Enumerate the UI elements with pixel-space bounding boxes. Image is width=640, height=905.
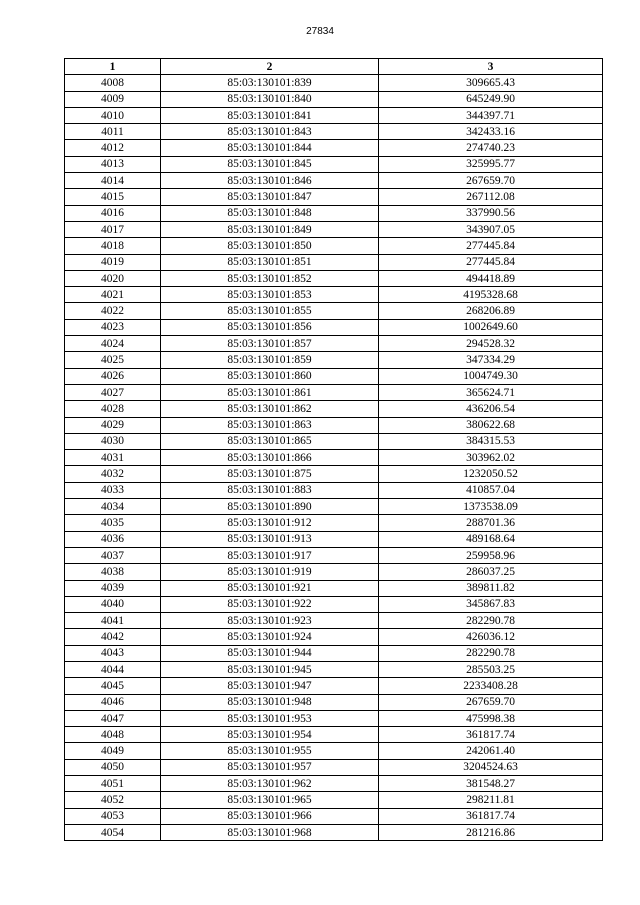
table-row: [65, 336, 603, 352]
table-row: [65, 417, 603, 433]
cadastral-number-cell: 85:03:130101:954: [161, 727, 379, 743]
value-cell: 494418.89: [379, 270, 603, 286]
cadastral-number-cell: 85:03:130101:845: [161, 156, 379, 172]
row-number-cell: 4011: [65, 124, 161, 140]
table-row: [65, 824, 603, 840]
value-cell: 1004749.30: [379, 368, 603, 384]
table-row: [65, 694, 603, 710]
table-row: [65, 678, 603, 694]
row-number-cell: 4053: [65, 808, 161, 824]
table-row: [65, 450, 603, 466]
cadastral-number-cell: 85:03:130101:923: [161, 613, 379, 629]
row-number-cell: 4032: [65, 466, 161, 482]
table-row: [65, 515, 603, 531]
cadastral-number-cell: 85:03:130101:875: [161, 466, 379, 482]
row-number-cell: 4023: [65, 319, 161, 335]
row-number-cell: 4018: [65, 238, 161, 254]
column-header-1: 1: [65, 59, 161, 75]
table-row: [65, 221, 603, 237]
table-row: [65, 613, 603, 629]
cadastral-number-cell: 85:03:130101:857: [161, 336, 379, 352]
table-row: [65, 124, 603, 140]
row-number-cell: 4012: [65, 140, 161, 156]
value-cell: 410857.04: [379, 482, 603, 498]
cadastral-number-cell: 85:03:130101:849: [161, 221, 379, 237]
row-number-cell: 4043: [65, 645, 161, 661]
value-cell: 4195328.68: [379, 287, 603, 303]
cadastral-number-cell: 85:03:130101:921: [161, 580, 379, 596]
row-number-cell: 4025: [65, 352, 161, 368]
cadastral-number-cell: 85:03:130101:846: [161, 173, 379, 189]
table-row: [65, 352, 603, 368]
row-number-cell: 4028: [65, 401, 161, 417]
row-number-cell: 4035: [65, 515, 161, 531]
cadastral-number-cell: 85:03:130101:945: [161, 661, 379, 677]
value-cell: 309665.43: [379, 75, 603, 91]
value-cell: 361817.74: [379, 727, 603, 743]
cadastral-number-cell: 85:03:130101:852: [161, 270, 379, 286]
table-row: [65, 808, 603, 824]
row-number-cell: 4051: [65, 776, 161, 792]
value-cell: 274740.23: [379, 140, 603, 156]
cadastral-number-cell: 85:03:130101:851: [161, 254, 379, 270]
table-row: [65, 368, 603, 384]
row-number-cell: 4031: [65, 450, 161, 466]
cadastral-number-cell: 85:03:130101:848: [161, 205, 379, 221]
cadastral-number-cell: 85:03:130101:890: [161, 499, 379, 515]
table-row: [65, 596, 603, 612]
table-row: [65, 156, 603, 172]
cadastral-number-cell: 85:03:130101:855: [161, 303, 379, 319]
row-number-cell: 4016: [65, 205, 161, 221]
cadastral-number-cell: 85:03:130101:965: [161, 792, 379, 808]
row-number-cell: 4010: [65, 107, 161, 123]
cadastral-number-cell: 85:03:130101:924: [161, 629, 379, 645]
table-row: [65, 564, 603, 580]
cadastral-number-cell: 85:03:130101:859: [161, 352, 379, 368]
row-number-cell: 4049: [65, 743, 161, 759]
row-number-cell: 4021: [65, 287, 161, 303]
row-number-cell: 4038: [65, 564, 161, 580]
row-number-cell: 4020: [65, 270, 161, 286]
value-cell: 347334.29: [379, 352, 603, 368]
cadastral-number-cell: 85:03:130101:862: [161, 401, 379, 417]
value-cell: 345867.83: [379, 596, 603, 612]
cadastral-number-cell: 85:03:130101:912: [161, 515, 379, 531]
table-row: [65, 254, 603, 270]
row-number-cell: 4008: [65, 75, 161, 91]
table-row: [65, 189, 603, 205]
row-number-cell: 4046: [65, 694, 161, 710]
table-row: [65, 107, 603, 123]
table-row: [65, 238, 603, 254]
column-header-3: 3: [379, 59, 603, 75]
table-row: [65, 792, 603, 808]
table-row: [65, 727, 603, 743]
value-cell: 286037.25: [379, 564, 603, 580]
row-number-cell: 4036: [65, 531, 161, 547]
page-number: 27834: [306, 26, 334, 37]
cadastral-number-cell: 85:03:130101:944: [161, 645, 379, 661]
row-number-cell: 4029: [65, 417, 161, 433]
value-cell: 381548.27: [379, 776, 603, 792]
row-number-cell: 4052: [65, 792, 161, 808]
table-row: [65, 580, 603, 596]
data-table: [64, 58, 603, 841]
row-number-cell: 4044: [65, 661, 161, 677]
row-number-cell: 4039: [65, 580, 161, 596]
cadastral-number-cell: 85:03:130101:853: [161, 287, 379, 303]
value-cell: 384315.53: [379, 433, 603, 449]
value-cell: 281216.86: [379, 824, 603, 840]
table-row: [65, 645, 603, 661]
table-row: [65, 710, 603, 726]
row-number-cell: 4013: [65, 156, 161, 172]
table-row: [65, 661, 603, 677]
cadastral-number-cell: 85:03:130101:917: [161, 547, 379, 563]
table-row: [65, 629, 603, 645]
value-cell: 267659.70: [379, 173, 603, 189]
value-cell: 285503.25: [379, 661, 603, 677]
value-cell: 365624.71: [379, 384, 603, 400]
row-number-cell: 4017: [65, 221, 161, 237]
value-cell: 337990.56: [379, 205, 603, 221]
cadastral-number-cell: 85:03:130101:948: [161, 694, 379, 710]
table-row: [65, 173, 603, 189]
table-row: [65, 287, 603, 303]
cadastral-number-cell: 85:03:130101:861: [161, 384, 379, 400]
table-row: [65, 91, 603, 107]
row-number-cell: 4019: [65, 254, 161, 270]
column-header-2: 2: [161, 59, 379, 75]
value-cell: 1373538.09: [379, 499, 603, 515]
cadastral-number-cell: 85:03:130101:955: [161, 743, 379, 759]
value-cell: 436206.54: [379, 401, 603, 417]
cadastral-number-cell: 85:03:130101:968: [161, 824, 379, 840]
cadastral-number-cell: 85:03:130101:919: [161, 564, 379, 580]
table-row: [65, 319, 603, 335]
value-cell: 361817.74: [379, 808, 603, 824]
table-row: [65, 466, 603, 482]
value-cell: 267659.70: [379, 694, 603, 710]
value-cell: 342433.16: [379, 124, 603, 140]
cadastral-number-cell: 85:03:130101:839: [161, 75, 379, 91]
row-number-cell: 4034: [65, 499, 161, 515]
value-cell: 1002649.60: [379, 319, 603, 335]
table-row: [65, 776, 603, 792]
table-row: [65, 743, 603, 759]
value-cell: 242061.40: [379, 743, 603, 759]
value-cell: 1232050.52: [379, 466, 603, 482]
cadastral-number-cell: 85:03:130101:844: [161, 140, 379, 156]
cadastral-number-cell: 85:03:130101:860: [161, 368, 379, 384]
value-cell: 380622.68: [379, 417, 603, 433]
table-row: [65, 140, 603, 156]
row-number-cell: 4027: [65, 384, 161, 400]
row-number-cell: 4048: [65, 727, 161, 743]
cadastral-number-cell: 85:03:130101:850: [161, 238, 379, 254]
row-number-cell: 4040: [65, 596, 161, 612]
value-cell: 277445.84: [379, 238, 603, 254]
value-cell: 475998.38: [379, 710, 603, 726]
cadastral-number-cell: 85:03:130101:962: [161, 776, 379, 792]
row-number-cell: 4042: [65, 629, 161, 645]
row-number-cell: 4026: [65, 368, 161, 384]
table-row: [65, 401, 603, 417]
cadastral-number-cell: 85:03:130101:957: [161, 759, 379, 775]
row-number-cell: 4041: [65, 613, 161, 629]
value-cell: 2233408.28: [379, 678, 603, 694]
table-row: [65, 547, 603, 563]
table-row: [65, 384, 603, 400]
row-number-cell: 4014: [65, 173, 161, 189]
cadastral-number-cell: 85:03:130101:843: [161, 124, 379, 140]
table-row: [65, 759, 603, 775]
value-cell: 426036.12: [379, 629, 603, 645]
cadastral-number-cell: 85:03:130101:856: [161, 319, 379, 335]
cadastral-number-cell: 85:03:130101:863: [161, 417, 379, 433]
cadastral-number-cell: 85:03:130101:847: [161, 189, 379, 205]
value-cell: 298211.81: [379, 792, 603, 808]
table-row: [65, 482, 603, 498]
table-row: [65, 75, 603, 91]
value-cell: 303962.02: [379, 450, 603, 466]
row-number-cell: 4050: [65, 759, 161, 775]
row-number-cell: 4037: [65, 547, 161, 563]
cadastral-number-cell: 85:03:130101:840: [161, 91, 379, 107]
value-cell: 268206.89: [379, 303, 603, 319]
row-number-cell: 4024: [65, 336, 161, 352]
row-number-cell: 4054: [65, 824, 161, 840]
cadastral-number-cell: 85:03:130101:866: [161, 450, 379, 466]
table-row: [65, 303, 603, 319]
table-row: [65, 270, 603, 286]
value-cell: 282290.78: [379, 613, 603, 629]
value-cell: 343907.05: [379, 221, 603, 237]
table-body: [65, 75, 603, 841]
table-row: [65, 205, 603, 221]
value-cell: 282290.78: [379, 645, 603, 661]
row-number-cell: 4033: [65, 482, 161, 498]
cadastral-number-cell: 85:03:130101:966: [161, 808, 379, 824]
header-row: [65, 59, 603, 75]
value-cell: 344397.71: [379, 107, 603, 123]
table-row: [65, 433, 603, 449]
cadastral-number-cell: 85:03:130101:947: [161, 678, 379, 694]
table-row: [65, 531, 603, 547]
cadastral-number-cell: 85:03:130101:913: [161, 531, 379, 547]
cadastral-number-cell: 85:03:130101:953: [161, 710, 379, 726]
cadastral-number-cell: 85:03:130101:841: [161, 107, 379, 123]
table-row: [65, 499, 603, 515]
value-cell: 489168.64: [379, 531, 603, 547]
value-cell: 645249.90: [379, 91, 603, 107]
cadastral-number-cell: 85:03:130101:865: [161, 433, 379, 449]
row-number-cell: 4045: [65, 678, 161, 694]
value-cell: 325995.77: [379, 156, 603, 172]
cadastral-number-cell: 85:03:130101:922: [161, 596, 379, 612]
value-cell: 294528.32: [379, 336, 603, 352]
row-number-cell: 4022: [65, 303, 161, 319]
row-number-cell: 4030: [65, 433, 161, 449]
row-number-cell: 4047: [65, 710, 161, 726]
value-cell: 3204524.63: [379, 759, 603, 775]
cadastral-number-cell: 85:03:130101:883: [161, 482, 379, 498]
value-cell: 288701.36: [379, 515, 603, 531]
value-cell: 267112.08: [379, 189, 603, 205]
value-cell: 277445.84: [379, 254, 603, 270]
row-number-cell: 4015: [65, 189, 161, 205]
row-number-cell: 4009: [65, 91, 161, 107]
value-cell: 259958.96: [379, 547, 603, 563]
value-cell: 389811.82: [379, 580, 603, 596]
